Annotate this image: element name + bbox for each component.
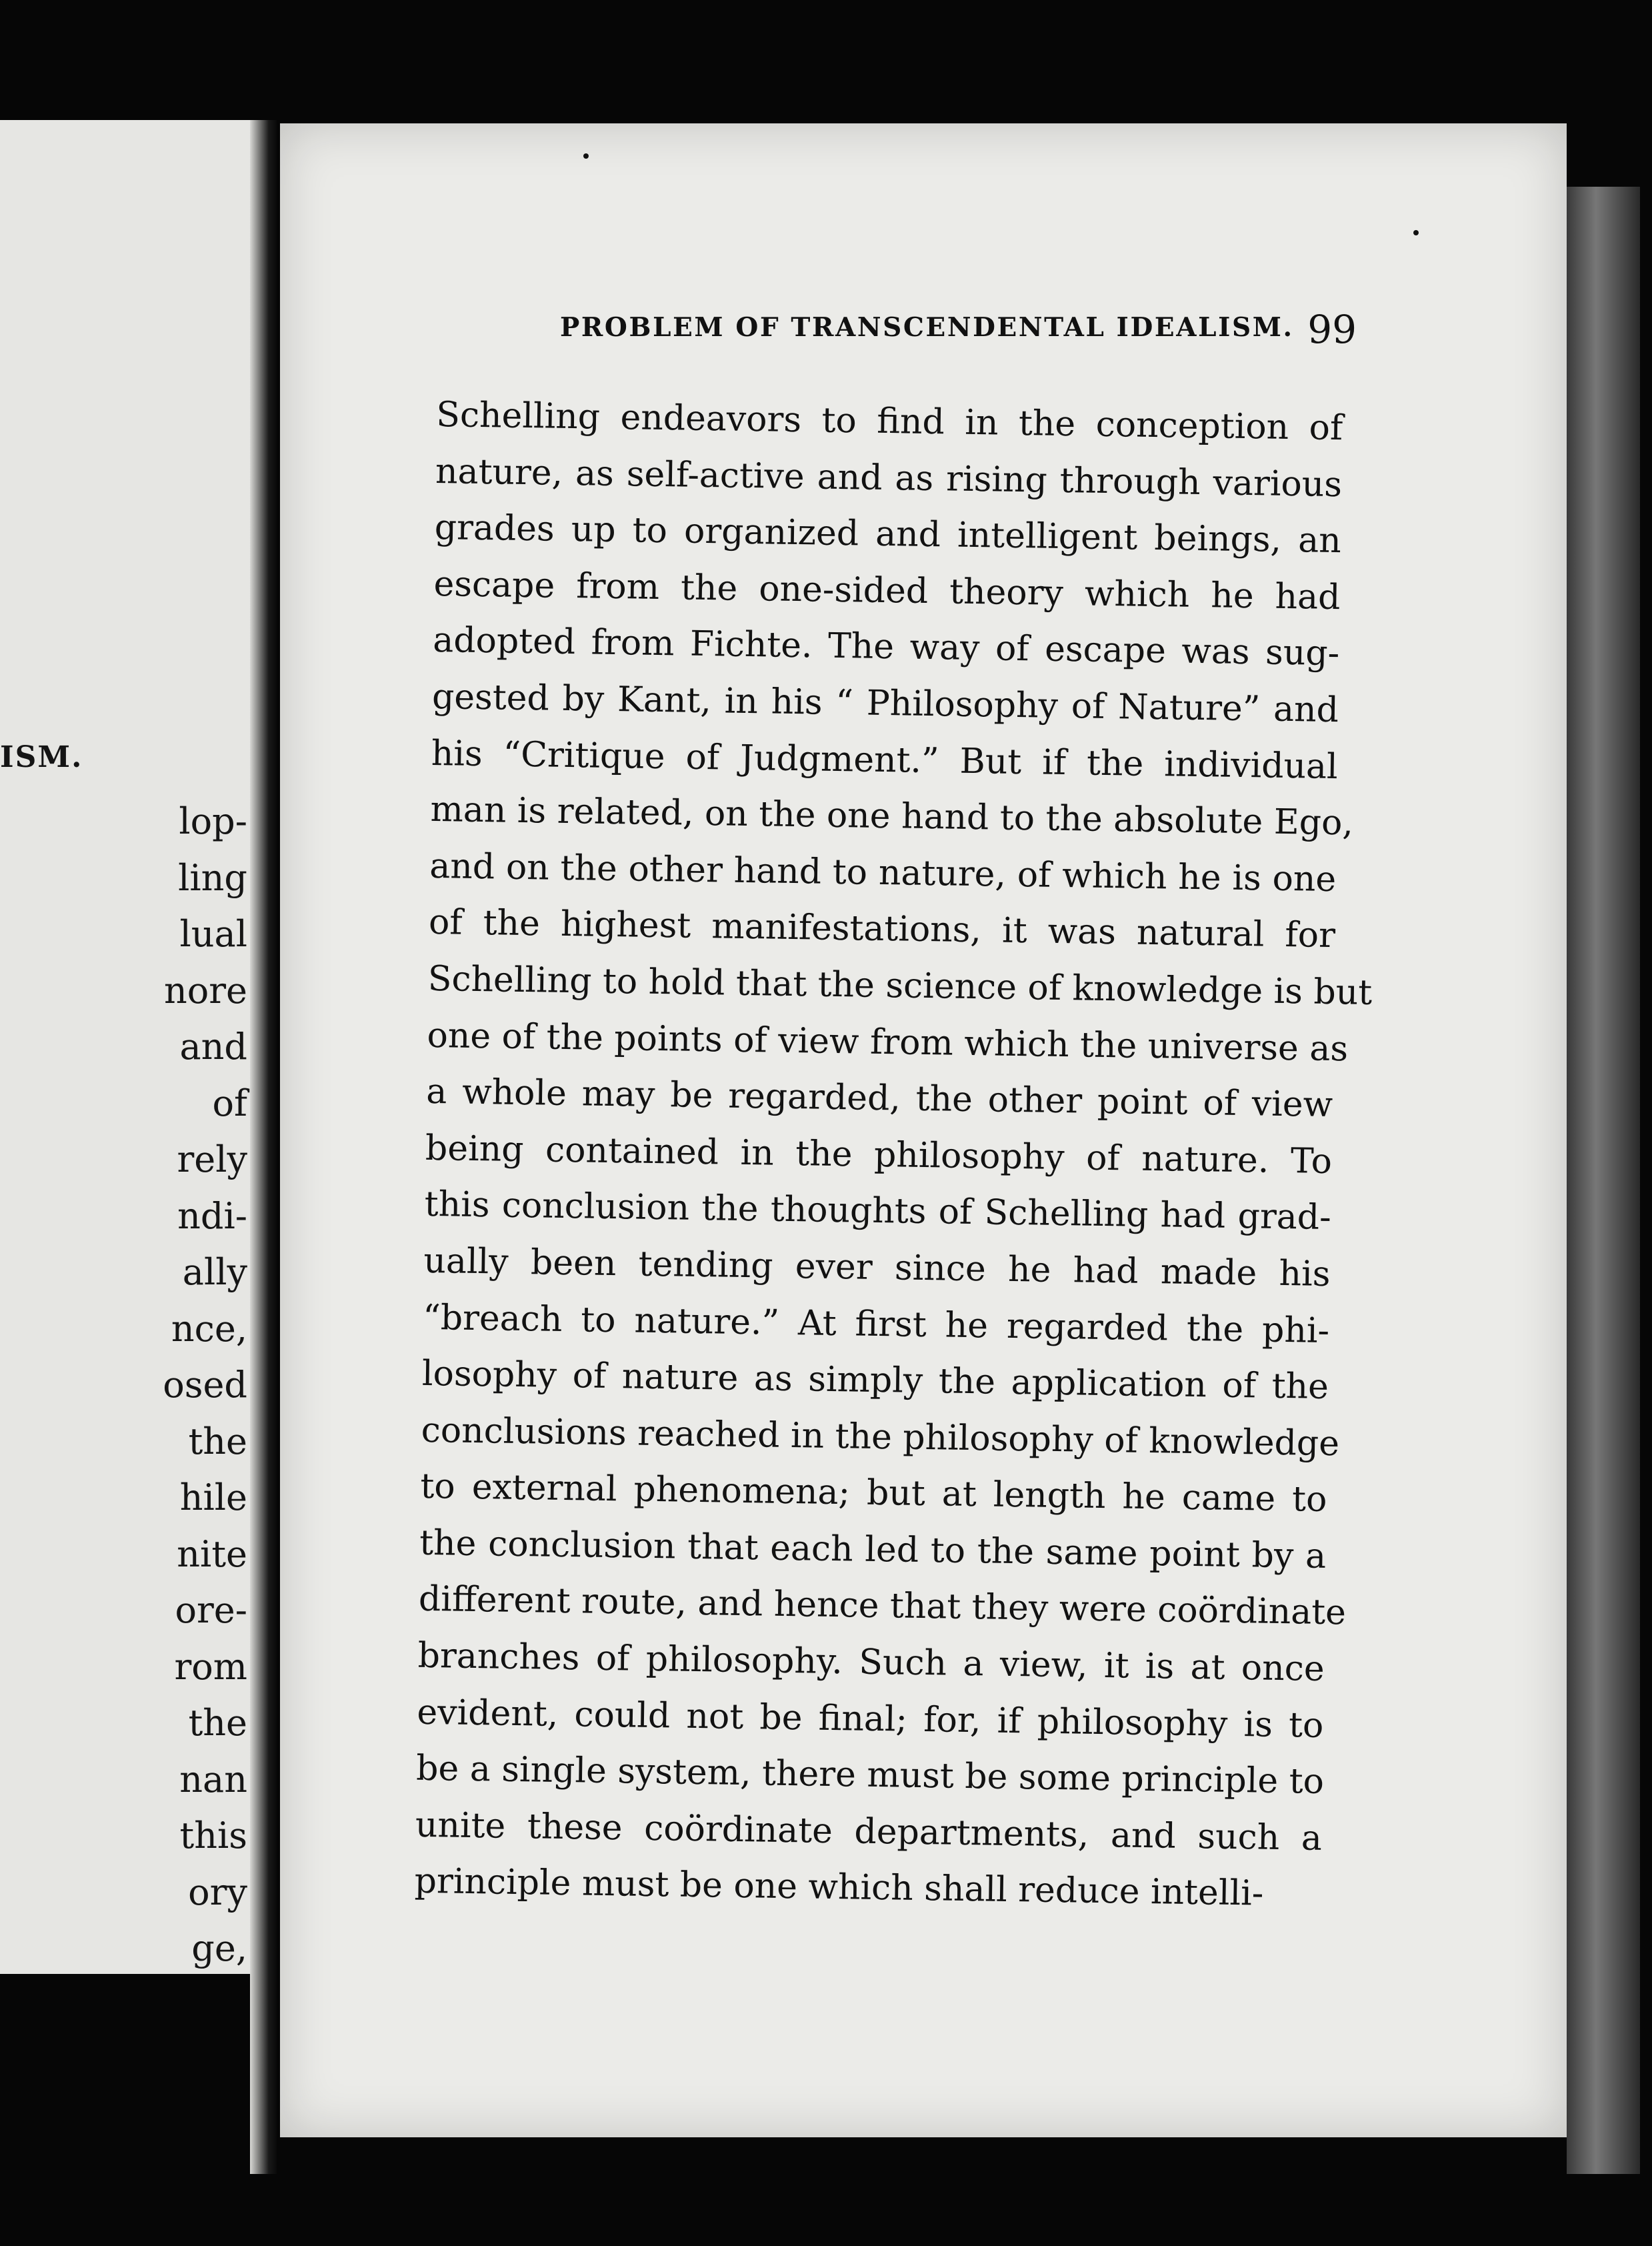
left-facing-page — [0, 120, 261, 1974]
text-line: principle must be one which shall reduce intelli- — [414, 1861, 1264, 1915]
text-line: Schelling to hold that the science of knowledge is but — [427, 958, 1373, 1013]
left-line-fragment: ally — [182, 1251, 247, 1293]
text-line: grades up to organized and intelligent beings, an — [434, 507, 1342, 562]
text-line: of the highest manifestations, it was natural for — [428, 902, 1336, 956]
text-line: gested by Kant, in his “ Philosophy of Nature” and — [431, 676, 1339, 731]
book-gutter — [250, 120, 277, 2174]
text-line: adopted from Fichte. The way of escape was sug- — [432, 620, 1340, 674]
text-line: evident, could not be final; for, if philosophy is to — [417, 1692, 1324, 1746]
text-line: be a single system, there must be some principle to — [415, 1749, 1325, 1803]
left-line-fragment: ling — [178, 856, 247, 899]
left-line-fragment: ndi- — [177, 1194, 247, 1237]
page-number: 99 — [1307, 307, 1357, 352]
left-line-fragment: hile — [179, 1476, 247, 1518]
text-line: ually been tending ever since he had made his — [423, 1240, 1331, 1294]
left-line-fragment: lop- — [179, 800, 247, 842]
text-line: being contained in the philosophy of nature. To — [425, 1128, 1333, 1182]
left-page-line-fragments — [163, 794, 247, 1977]
text-line: and on the other hand to nature, of which he is one — [429, 846, 1337, 900]
running-head-title: PROBLEM OF TRANSCENDENTAL IDEALISM. — [560, 312, 1294, 343]
left-line-fragment: rely — [177, 1138, 247, 1180]
page-body-text — [414, 387, 1373, 1923]
left-line-fragment: the — [188, 1420, 247, 1462]
text-line: escape from the one-sided theory which he had — [433, 564, 1341, 618]
text-line: to external phenomena; but at length he came to — [420, 1466, 1327, 1520]
left-line-fragment: ore- — [175, 1589, 247, 1631]
text-line: conclusions reached in the philosophy of knowledge — [421, 1410, 1340, 1464]
text-line: one of the points of view from which the universe as — [427, 1015, 1349, 1069]
left-line-fragment: nore — [163, 969, 247, 1012]
text-line: a whole may be regarded, the other point of view — [425, 1072, 1333, 1126]
text-line: this conclusion the thoughts of Schelling had grad- — [424, 1184, 1332, 1238]
left-line-fragment: osed — [163, 1364, 247, 1406]
text-line: his “Critique of Judgment.” But if the individual — [431, 733, 1339, 787]
left-line-fragment: this — [179, 1815, 247, 1857]
text-line: the conclusion that each led to the same point by a — [419, 1522, 1327, 1576]
left-line-fragment: and — [179, 1026, 247, 1068]
left-line-fragment: ge, — [191, 1927, 247, 1969]
text-line: nature, as self-active and as rising through various — [435, 451, 1343, 505]
text-line: branches of philosophy. Such a view, it is at once — [417, 1635, 1325, 1690]
text-line: different route, and hence that they were coördinate — [418, 1579, 1347, 1633]
left-line-fragment: ory — [188, 1871, 247, 1913]
left-line-fragment: nan — [179, 1758, 247, 1801]
page-block-edge — [1567, 187, 1640, 2174]
left-line-fragment: the — [188, 1702, 247, 1744]
ink-speck — [583, 153, 589, 159]
left-line-fragment: rom — [174, 1645, 247, 1688]
left-page-running-head-fragment: ISM. — [0, 740, 83, 774]
left-line-fragment: nce, — [171, 1307, 247, 1350]
left-line-fragment: of — [212, 1082, 247, 1124]
text-line: Schelling endeavors to find in the conception of — [435, 394, 1343, 449]
text-line: losophy of nature as simply the application of the — [421, 1353, 1329, 1408]
text-line: man is related, on the one hand to the absolute Ego, — [430, 790, 1354, 844]
left-line-fragment: lual — [179, 913, 247, 955]
text-line: unite these coördinate departments, and such a — [415, 1805, 1323, 1859]
running-head — [560, 307, 1357, 359]
text-line: “breach to nature.” At first he regarded the phi- — [422, 1297, 1330, 1351]
left-line-fragment: nite — [177, 1532, 247, 1575]
ink-speck — [1413, 230, 1419, 235]
